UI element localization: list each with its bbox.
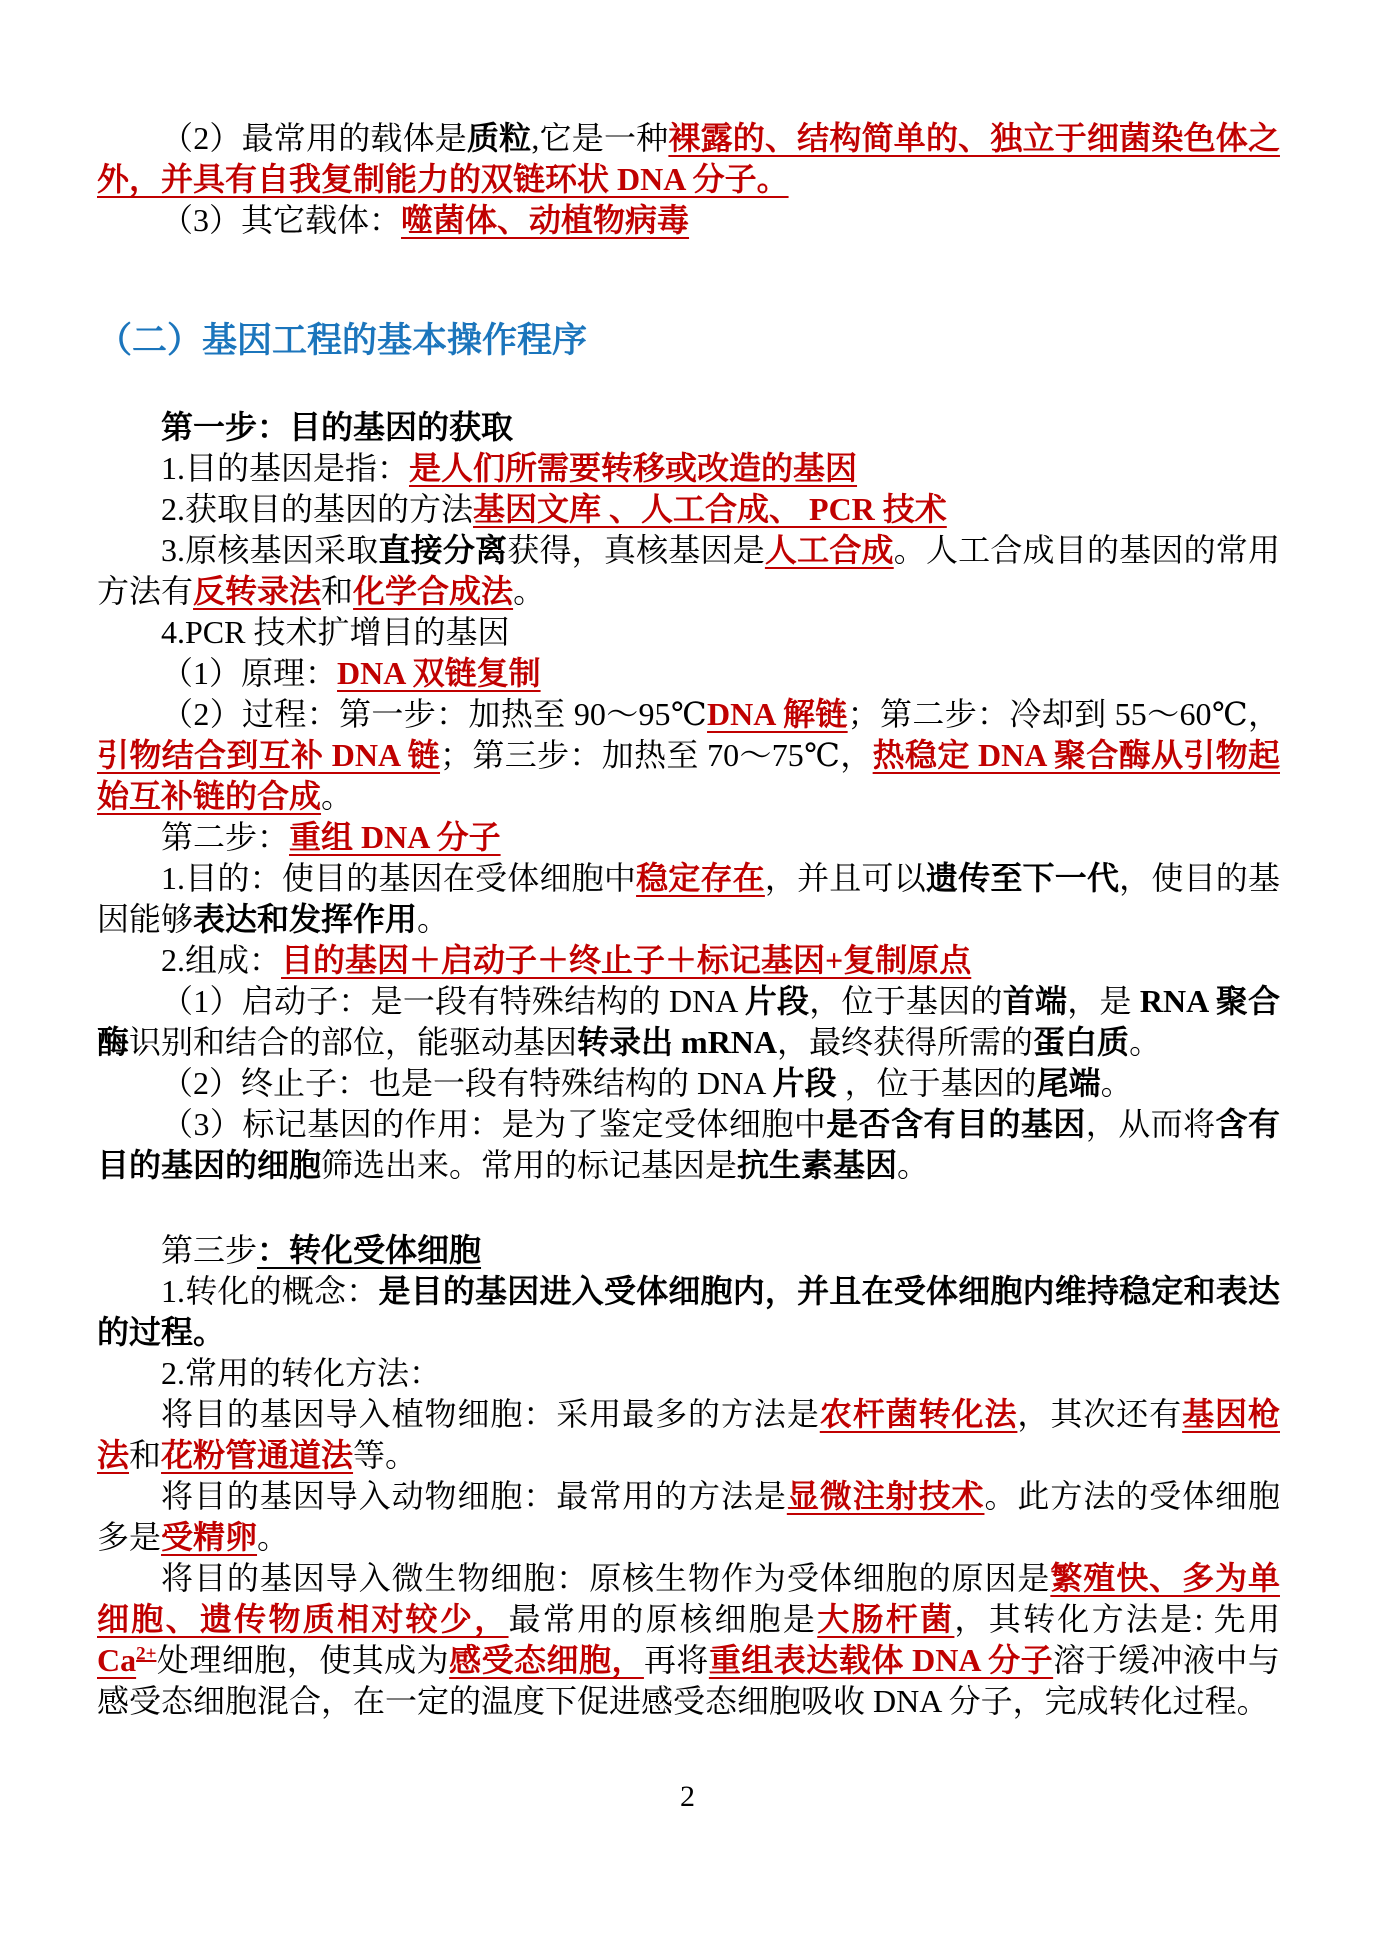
- para-step1-title: [97, 407, 1280, 448]
- text-run: 尾端: [1036, 1065, 1101, 1101]
- text-run: 片段: [772, 1065, 837, 1101]
- text-run: （1）原理：: [161, 655, 338, 691]
- text-run: 最常用的原核细胞是: [508, 1601, 818, 1637]
- para-target-gene-definition: [97, 448, 1280, 489]
- text-run: 第二步：: [161, 819, 290, 855]
- text-run: ，并且可以: [764, 860, 926, 896]
- text-run: 稳定存在: [636, 860, 765, 896]
- para-prokaryote-eukaryote: [97, 530, 1280, 612]
- text-run: ；第二步：冷却到 55～60℃，: [847, 696, 1280, 732]
- text-run: ，其转化方法是: 先用: [954, 1601, 1280, 1637]
- text-run: 反转录法: [193, 573, 322, 609]
- text-run: ，使目的基因能够: [97, 860, 1280, 937]
- text-run: ：转化受体细胞: [257, 1232, 482, 1268]
- text-run: 转录出 mRNA: [577, 1024, 778, 1060]
- text-run: 2.获取目的基因的方法: [161, 491, 474, 527]
- text-run: 是目的基因进入受体细胞内，并且在受体细胞内维持稳定和表达的过程。: [97, 1273, 1280, 1350]
- text-run: 是否含有目的基因: [826, 1106, 1086, 1142]
- text-run: 是人们所需要转移或改造的基因: [409, 450, 858, 486]
- text-run: 基因文库 、人工合成、 PCR 技术: [473, 491, 947, 527]
- text-run: 2+: [136, 1643, 157, 1665]
- text-run: ，位于基因的: [809, 983, 1003, 1019]
- para-animal-cell: [97, 1476, 1280, 1558]
- text-run: 2.组成：: [161, 942, 282, 978]
- text-run: 。: [1129, 1024, 1162, 1060]
- text-run: 。: [321, 778, 354, 814]
- text-run: 目的基因＋启动子＋终止子＋标记基因+复制原点: [281, 942, 972, 978]
- text-run: 筛选出来。常用的标记基因是: [321, 1147, 738, 1183]
- text-run: ，位于基因的: [836, 1065, 1037, 1101]
- text-run: 1.目的基因是指：: [161, 450, 410, 486]
- para-microbe-cell: [97, 1558, 1280, 1722]
- page-number: 2: [680, 1780, 695, 1813]
- para-step2-purpose: [97, 858, 1280, 940]
- text-run: 片段: [744, 983, 810, 1019]
- text-run: 和: [321, 573, 354, 609]
- para-transform-concept: [97, 1271, 1280, 1353]
- text-run: ，从而将: [1085, 1106, 1216, 1142]
- text-run: 3.原核基因采取: [161, 532, 379, 568]
- para-other-vectors: [97, 200, 1280, 241]
- para-terminator: [97, 1063, 1280, 1104]
- text-run: 直接分离: [378, 532, 508, 568]
- text-run: （2）最常用的载体是: [161, 120, 467, 156]
- text-run: 遗传至下一代: [925, 860, 1120, 896]
- para-step3-title: [97, 1230, 1280, 1271]
- section-step1-target-gene: [97, 407, 1280, 1186]
- text-run: （3）标记基因的作用：是为了鉴定受体细胞中: [161, 1106, 827, 1142]
- text-run: 大肠杆菌: [817, 1601, 955, 1637]
- text-run: ,它是一种: [531, 120, 669, 156]
- text-run: 第一步：目的基因的获取: [161, 409, 514, 445]
- text-run: ，其次还有: [1017, 1396, 1183, 1432]
- para-marker-gene: [97, 1104, 1280, 1186]
- para-pcr-title: [97, 612, 1280, 653]
- text-run: ；第三步：加热至 70～75℃，: [440, 737, 873, 773]
- text-run: Ca: [97, 1642, 137, 1678]
- text-run: 再将: [643, 1642, 709, 1678]
- text-run: 。此方法的受体细胞多是: [97, 1478, 1280, 1555]
- text-run: 含有目的基因的细胞: [97, 1106, 1280, 1183]
- text-run: 化学合成法: [353, 573, 514, 609]
- text-run: 等。: [353, 1437, 418, 1473]
- text-run: 蛋白质: [1033, 1024, 1130, 1060]
- text-run: 将目的基因导入植物细胞：采用最多的方法是: [161, 1396, 820, 1432]
- text-run: 溶于缓冲液中与感受态细胞混合，在一定的温度下促进感受态细胞吸收 DNA 分子，完成转化过程。: [97, 1642, 1280, 1719]
- text-run: 。: [1100, 1065, 1133, 1101]
- text-run: （1）启动子：是一段有特殊结构的 DNA: [161, 983, 745, 1019]
- text-run: 1.转化的概念：: [161, 1273, 379, 1309]
- text-run: 受精卵: [161, 1519, 258, 1555]
- text-run: 噬菌体、动植物病毒: [401, 202, 690, 238]
- text-run: 重组 DNA 分子: [289, 819, 501, 855]
- text-run: 质粒: [466, 120, 532, 156]
- text-run: 将目的基因导入微生物细胞：原核生物作为受体细胞的原因是: [161, 1560, 1051, 1596]
- text-run: 。: [897, 1147, 930, 1183]
- text-run: 农杆菌转化法: [819, 1396, 1018, 1432]
- text-run: 基因枪法: [97, 1396, 1280, 1473]
- text-run: 和: [129, 1437, 162, 1473]
- text-run: 。: [417, 901, 450, 937]
- text-run: 表达和发挥作用: [193, 901, 418, 937]
- para-step2-composition: [97, 940, 1280, 981]
- text-run: 抗生素基因: [737, 1147, 898, 1183]
- text-run: DNA 双链复制: [337, 655, 541, 691]
- text-run: ，最终获得所需的: [777, 1024, 1034, 1060]
- text-run: 识别和结合的部位，能驱动基因: [129, 1024, 578, 1060]
- para-step2-title: [97, 817, 1280, 858]
- text-run: 处理细胞，使其成为: [156, 1642, 450, 1678]
- text-run: 获得，真核基因是: [507, 532, 765, 568]
- para-vector-plasmid: [97, 118, 1280, 200]
- para-plant-cell: [97, 1394, 1280, 1476]
- text-run: 。: [513, 573, 546, 609]
- text-run: 花粉管通道法: [161, 1437, 354, 1473]
- text-run: 第三步: [161, 1232, 258, 1268]
- text-run: 4.PCR 技术扩增目的基因: [161, 614, 510, 650]
- text-run: （2）过程：第一步：加热至 90～95℃: [161, 696, 708, 732]
- para-pcr-process: [97, 694, 1280, 817]
- text-run: 重组表达载体 DNA 分子: [708, 1642, 1054, 1678]
- section-vectors: [97, 118, 1280, 241]
- text-run: 热稳定 DNA 聚合酶从引物起始互补链的合成: [97, 737, 1280, 814]
- text-run: 。人工合成目的基因的常用方法有: [97, 532, 1280, 609]
- para-transform-methods-title: [97, 1353, 1280, 1394]
- text-run: 引物结合到互补 DNA 链: [97, 737, 441, 773]
- text-run: 繁殖快、多为单细胞、遗传物质相对较少，: [97, 1560, 1280, 1637]
- para-promoter: [97, 981, 1280, 1063]
- text-run: 裸露的、结构简单的、独立于细菌染色体之外，并具有自我复制能力的双链环状 DNA 分子。: [97, 120, 1280, 197]
- text-run: 将目的基因导入动物细胞：最常用的方法是: [161, 1478, 787, 1514]
- para-pcr-principle: [97, 653, 1280, 694]
- text-run: 首端: [1002, 983, 1068, 1019]
- text-run: （3）其它载体：: [161, 202, 402, 238]
- text-run: （2）终止子：也是一段有特殊结构的 DNA: [161, 1065, 773, 1101]
- text-run: DNA 解链: [707, 696, 848, 732]
- text-run: 1.目的：使目的基因在受体细胞中: [161, 860, 637, 896]
- text-run: 显微注射技术: [786, 1478, 985, 1514]
- para-gene-obtain-methods: [97, 489, 1280, 530]
- text-run: RNA 聚合酶: [97, 983, 1280, 1060]
- section-heading-gene-engineering-procedure: （二）基因工程的基本操作程序: [97, 321, 588, 360]
- text-run: 。: [257, 1519, 290, 1555]
- text-run: 2.常用的转化方法：: [161, 1355, 442, 1391]
- text-run: ，是: [1067, 983, 1140, 1019]
- text-run: 人工合成: [764, 532, 894, 568]
- text-run: 感受态细胞，: [449, 1642, 644, 1678]
- section-step3-transform-cell: [97, 1230, 1280, 1722]
